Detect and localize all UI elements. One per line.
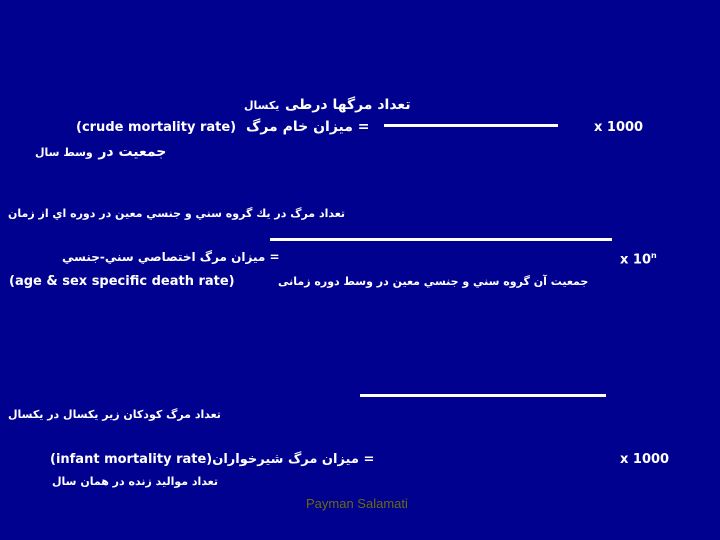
- infant-multiplier: x 1000: [620, 452, 670, 467]
- footer-author: Payman Salamati: [306, 496, 408, 511]
- specific-multiplier: [620, 252, 657, 266]
- specific-fraction-line: [270, 238, 612, 241]
- crude-multiplier: x 1000: [594, 120, 644, 135]
- crude-numerator-main: تعداد مرگها درطی: [284, 97, 411, 113]
- crude-numerator: [244, 96, 411, 112]
- infant-denominator: تعداد موالید زنده در همان سال: [52, 475, 219, 488]
- specific-denominator: جمعیت آن گروه سني و جنسي معين در وسط دوره زمانی: [278, 275, 589, 288]
- crude-denominator-main: جمعیت در: [98, 144, 167, 160]
- infant-numerator: تعداد مرگ کودکان زیر یکسال در یکسال: [8, 408, 221, 421]
- crude-denominator: [35, 143, 166, 159]
- specific-numerator: تعداد مرگ در يك گروه سني و جنسي معين در دوره اي از زمان: [8, 207, 346, 220]
- specific-english-label: (age & sex specific death rate): [9, 274, 235, 289]
- crude-persian-label: = میزان خام مرگ: [246, 119, 370, 135]
- specific-persian-label: = میزان مرگ اختصاصي سني-جنسي: [62, 250, 280, 264]
- specific-multiplier-exponent: n: [651, 251, 657, 260]
- infant-fraction-line: [360, 394, 606, 397]
- crude-numerator-small: یکسال: [244, 99, 280, 112]
- crude-denominator-small: وسط سال: [35, 146, 93, 159]
- crude-fraction-line: [384, 124, 558, 127]
- crude-english-label: (crude mortality rate): [76, 120, 237, 135]
- specific-multiplier-base: x 10: [620, 252, 652, 268]
- infant-label: (infant mortality rate)میزان مرگ شیرخواران =: [50, 452, 375, 467]
